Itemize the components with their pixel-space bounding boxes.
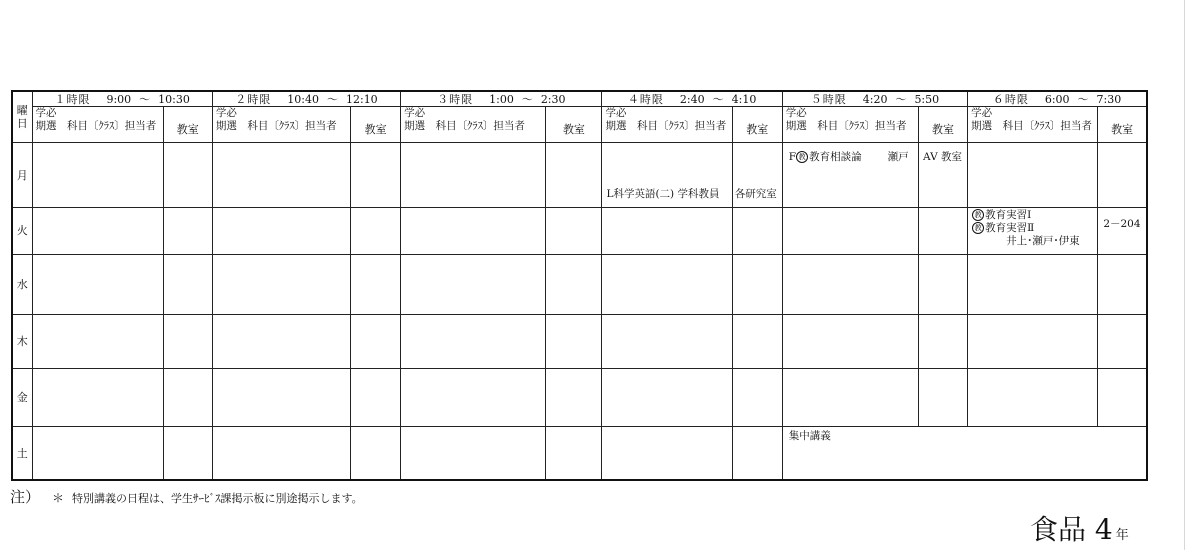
year-number: 4 xyxy=(1094,513,1113,546)
day-row-thu xyxy=(12,315,1147,368)
footnote xyxy=(10,486,363,507)
subject-header-p3: 学必 期選 科目〔ｸﾗｽ〕担当者 xyxy=(401,107,546,143)
room-header-p3: 教室 xyxy=(546,107,602,143)
cell xyxy=(1098,315,1147,368)
cell xyxy=(401,315,546,368)
circled-mark: 教 xyxy=(796,151,808,163)
cell xyxy=(163,368,212,426)
cell xyxy=(546,315,602,368)
room-mon-p4: 各研究室 xyxy=(732,143,782,207)
period-header-row xyxy=(12,91,1147,107)
period-6-header: ６時限 6:00 ～ 7:30 xyxy=(968,91,1147,107)
cell xyxy=(163,427,212,480)
cell xyxy=(602,207,732,254)
cell xyxy=(782,207,918,254)
note-text: 特別講義の日程は、学生ｻｰﾋﾞｽ課掲示板に別途掲示します。 xyxy=(72,492,363,505)
department-name: 食品 xyxy=(1030,513,1087,546)
cell xyxy=(351,207,401,254)
cell xyxy=(732,207,782,254)
cell xyxy=(602,427,732,480)
note-prefix: 注） xyxy=(10,488,41,506)
cell xyxy=(919,255,968,315)
cell xyxy=(401,143,546,207)
circled-mark: 教 xyxy=(972,209,984,221)
cell xyxy=(351,143,401,207)
cell xyxy=(968,143,1098,207)
day-label-tue: 火 xyxy=(12,207,32,254)
subject-header-p1: 学必 期選 科目〔ｸﾗｽ〕担当者 xyxy=(32,107,163,143)
class-entry-tue-p6: 教 教育実習Ⅰ 教 教育実習Ⅱ 井上･瀬戸･伊東 xyxy=(968,207,1098,254)
page-edge xyxy=(1184,0,1185,550)
cell xyxy=(163,315,212,368)
cell xyxy=(732,368,782,426)
cell xyxy=(1098,368,1147,426)
class-entry-mon-p4: L科学英語(二) 学科教員 xyxy=(602,143,732,207)
cell xyxy=(732,255,782,315)
cell xyxy=(546,255,602,315)
cell xyxy=(732,315,782,368)
subject-header-p5: 学必 期選 科目〔ｸﾗｽ〕担当者 xyxy=(782,107,918,143)
cell xyxy=(163,255,212,315)
day-row-mon xyxy=(12,143,1147,207)
cell xyxy=(602,315,732,368)
cell xyxy=(968,255,1098,315)
cell xyxy=(401,207,546,254)
cell xyxy=(351,368,401,426)
cell xyxy=(32,207,163,254)
cell xyxy=(919,207,968,254)
cell xyxy=(351,255,401,315)
period-4-header: ４時限 2:40 ～ 4:10 xyxy=(602,91,782,107)
cell xyxy=(212,255,350,315)
intensive-lecture-block: 集中講義 xyxy=(782,427,1147,480)
cell xyxy=(401,255,546,315)
note-star: ＊ xyxy=(52,491,65,505)
cell xyxy=(602,368,732,426)
subject-header-p4: 学必 期選 科目〔ｸﾗｽ〕担当者 xyxy=(602,107,732,143)
period-5-header: ５時限 4:20 ～ 5:50 xyxy=(782,91,967,107)
cell xyxy=(212,315,350,368)
cell xyxy=(782,315,918,368)
cell xyxy=(401,427,546,480)
cell xyxy=(32,255,163,315)
cell xyxy=(212,427,350,480)
cell xyxy=(968,368,1098,426)
subject-header-p6: 学必 期選 科目〔ｸﾗｽ〕担当者 xyxy=(968,107,1098,143)
cell xyxy=(602,255,732,315)
day-label-mon: 月 xyxy=(12,143,32,207)
cell xyxy=(782,255,918,315)
cell xyxy=(1098,143,1147,207)
day-row-wed xyxy=(12,255,1147,315)
room-header-p6: 教室 xyxy=(1098,107,1147,143)
cell xyxy=(732,427,782,480)
day-column-header xyxy=(12,91,32,143)
cell xyxy=(163,207,212,254)
cell xyxy=(212,143,350,207)
cell xyxy=(212,368,350,426)
day-label-bottom: 日 xyxy=(16,117,28,131)
day-label-fri: 金 xyxy=(12,368,32,426)
department-year-label xyxy=(1030,508,1129,548)
room-mon-p5: AV 教室 xyxy=(919,143,968,207)
cell xyxy=(351,315,401,368)
room-header-p1: 教室 xyxy=(163,107,212,143)
cell xyxy=(546,207,602,254)
cell xyxy=(919,315,968,368)
subject-header-p2: 学必 期選 科目〔ｸﾗｽ〕担当者 xyxy=(212,107,350,143)
day-label-wed: 水 xyxy=(12,255,32,315)
room-header-p2: 教室 xyxy=(351,107,401,143)
cell xyxy=(212,207,350,254)
room-header-p5: 教室 xyxy=(919,107,968,143)
class-entry-mon-p5: F 教 教育相談論 瀬戸 xyxy=(782,143,918,207)
day-label-sat: 土 xyxy=(12,427,32,480)
period-2-header: ２時限 10:40 ～ 12:10 xyxy=(212,91,400,107)
period-1-header: １時限 9:00 ～ 10:30 xyxy=(32,91,212,107)
day-label-top: 曜 xyxy=(16,104,28,118)
cell xyxy=(782,368,918,426)
cell xyxy=(32,368,163,426)
cell xyxy=(546,143,602,207)
circled-mark: 教 xyxy=(972,222,984,234)
day-row-fri xyxy=(12,368,1147,426)
cell xyxy=(32,315,163,368)
day-row-sat xyxy=(12,427,1147,480)
cell xyxy=(32,143,163,207)
cell xyxy=(32,427,163,480)
cell xyxy=(401,368,546,426)
cell xyxy=(546,368,602,426)
cell xyxy=(351,427,401,480)
column-subheader-row xyxy=(12,107,1147,143)
day-row-tue xyxy=(12,207,1147,254)
room-header-p4: 教室 xyxy=(732,107,782,143)
timetable xyxy=(11,90,1148,481)
day-label-thu: 木 xyxy=(12,315,32,368)
cell xyxy=(919,368,968,426)
year-unit: 年 xyxy=(1115,528,1129,543)
cell xyxy=(968,315,1098,368)
period-3-header: ３時限 1:00 ～ 2:30 xyxy=(401,91,602,107)
cell xyxy=(1098,255,1147,315)
cell xyxy=(546,427,602,480)
cell xyxy=(163,143,212,207)
room-tue-p6: 2－204 xyxy=(1098,207,1147,254)
